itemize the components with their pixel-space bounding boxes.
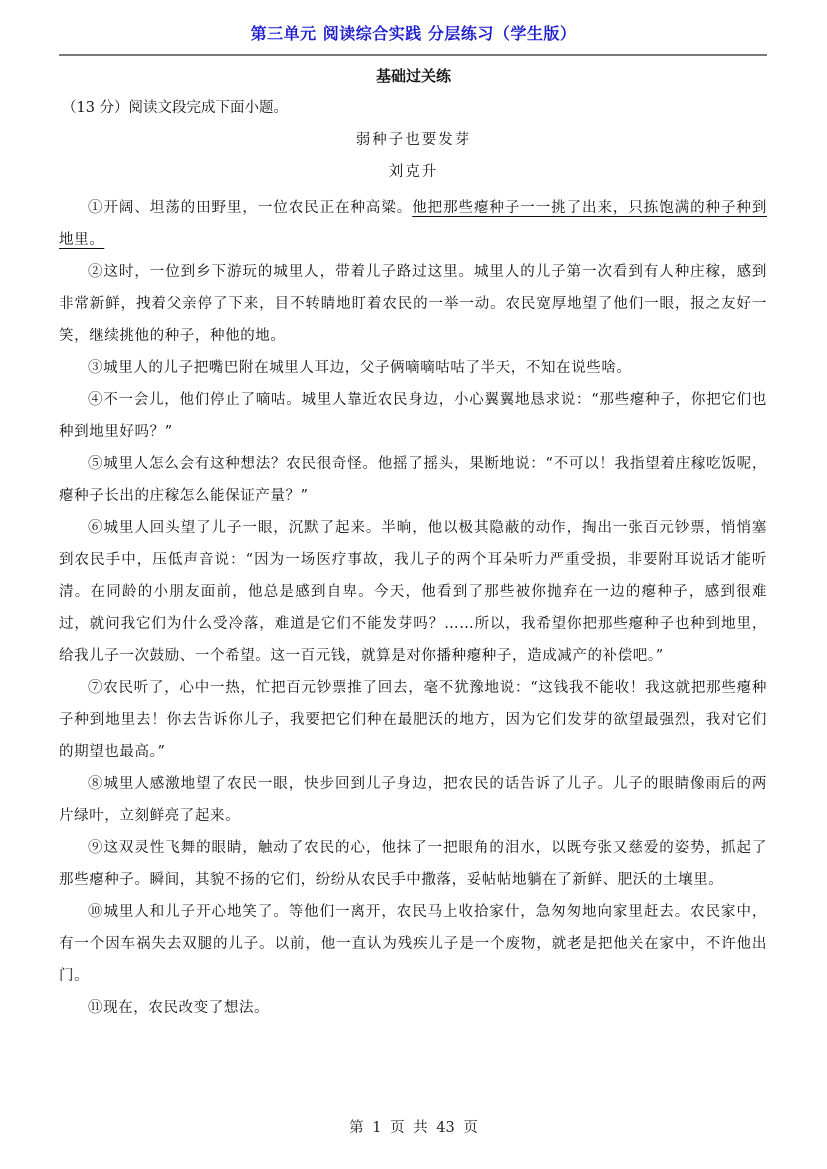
paragraph-5: ⑤城里人怎么会有这种想法？农民很奇怪。他摇了摇头，果断地说：“不可以！我指望着庄稼吃饭呢，瘪种子长出的庄稼怎么能保证产量？” (59, 456, 767, 504)
paragraph-4: ④不一会儿，他们停止了嘀咕。城里人靠近农民身边，小心翼翼地恳求说：“那些瘪种子，你把它们也种到地里好吗？” (59, 392, 767, 440)
underlined-sentence: 他把那些瘪种子一一挑了出来，只拣饱满的种子种到地里。 (59, 200, 767, 248)
paragraph-text: ①开阔、坦荡的田野里，一位农民正在种高粱。 (88, 200, 413, 216)
paragraph-10: ⑩城里人和儿子开心地笑了。等他们一离开，农民马上收拾家什，急匆匆地向家里赶去。农民家中，有一个因车祸失去双腿的儿子。以前，他一直认为残疾儿子是一个废物，就老是把他关在家中，不许他出门。 (59, 904, 767, 984)
question-prompt: （13 分）阅读文段完成下面小题。 (62, 100, 289, 116)
paragraph-8: ⑧城里人感激地望了农民一眼，快步回到儿子身边，把农民的话告诉了儿子。儿子的眼睛像雨后的两片绿叶，立刻鲜亮了起来。 (59, 776, 767, 824)
paragraph-1 (59, 192, 767, 256)
paragraph-3: ③城里人的儿子把嘴巴附在城里人耳边，父子俩嘀嘀咕咕了半天，不知在说些啥。 (88, 360, 632, 376)
page-number: 第 1 页 共 43 页 (349, 1120, 478, 1136)
paragraph-7: ⑦农民听了，心中一热，忙把百元钞票推了回去，毫不犹豫地说：“这钱我不能收！我这就把那些瘪种子种到地里去！你去告诉你儿子，我要把它们种在最肥沃的地方，因为它们发芽的欲望最强烈，我对它们的期望也最高。” (59, 680, 767, 760)
section-title: 基础过关练 (375, 67, 451, 85)
header-divider (59, 54, 767, 56)
article-title: 弱种子也要发芽 (355, 132, 472, 148)
article-body (59, 192, 767, 1024)
article-author: 刘克升 (388, 164, 439, 180)
document-header-title: 第三单元 阅读综合实践 分层练习（学生版） (250, 24, 577, 43)
paragraph-2: ②这时，一位到乡下游玩的城里人，带着儿子路过这里。城里人的儿子第一次看到有人种庄稼，感到非常新鲜，拽着父亲停了下来，目不转睛地盯着农民的一举一动。农民宽厚地望了他们一眼，报之友好一笑，继续挑他的种子，种他的地。 (59, 264, 767, 344)
paragraph-6: ⑥城里人回头望了儿子一眼，沉默了起来。半晌，他以极其隐蔽的动作，掏出一张百元钞票，悄悄塞到农民手中，压低声音说：“因为一场医疗事故，我儿子的两个耳朵听力严重受损，非要附耳说话才能听清。在同龄的小朋友面前，他总是感到自卑。今天，他看到了那些被你抛弃在一边的瘪种子，感到很难过，就问我它们为什么受冷落，难道是它们不能发芽吗？……所以，我希望你把那些瘪种子也种到地里，给我儿子一次鼓励、一个希望。这一百元钱，就算是对你播种瘪种子，造成减产的补偿吧。” (59, 520, 767, 664)
paragraph-11: ⑪现在，农民改变了想法。 (88, 1000, 270, 1016)
paragraph-9: ⑨这双灵性飞舞的眼睛，触动了农民的心，他抹了一把眼角的泪水，以既夸张又慈爱的姿势，抓起了那些瘪种子。瞬间，其貌不扬的它们，纷纷从农民手中撒落，妥帖帖地躺在了新鲜、肥沃的土壤里。 (59, 840, 767, 888)
